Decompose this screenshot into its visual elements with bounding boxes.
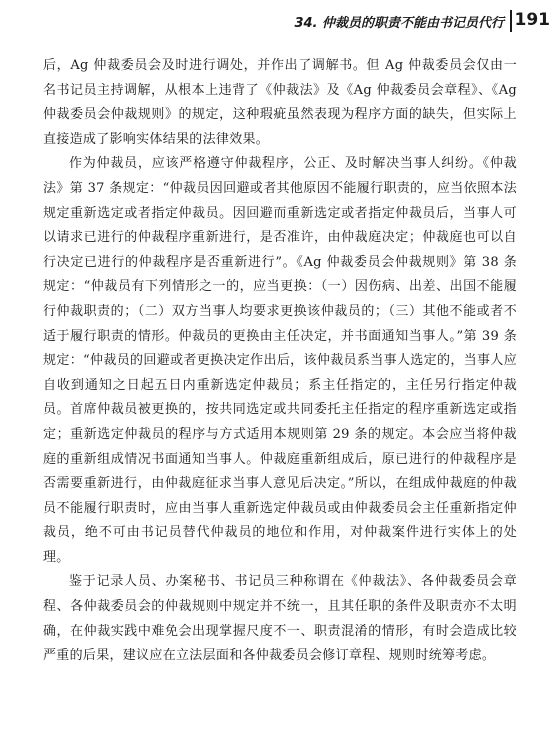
paragraph-arbitrator-duties: 作为仲裁员，应该严格遵守仲裁程序，公正、及时解决当事人纠纷。《仲裁法》第 37 条规定：“仲裁员因回避或者其他原因不能履行职责的，应当依照本法规定重新选定或者指定仲裁员。因回避而重新选定或者指定仲裁员后，当事人可以请求已进行的仲裁程序重新进行，是否准许，由仲裁庭决定；仲裁庭也可以自行决定已进行的仲裁程序是否重新进行”。《Ag 仲裁委员会仲裁规则》第 38 条规定：“仲裁员有下列情形之一的，应当更换：（一）因伤病、出差、出国不能履行仲裁职责的；（二）双方当事人均要求更换该仲裁员的；（三）其他不能或者不适于履行职责的情形。仲裁员的更换由主任决定，并书面通知当事人。”第 39 条规定：“仲裁员的回避或者更换决定作出后，该仲裁员系当事人选定的，当事人应自收到通知之日起五日内重新选定仲裁员；系主任指定的，主任另行指定仲裁员。首席仲裁员被更换的，按共同选定或共同委托主任指定的程序重新选定或指定；重新选定仲裁员的程序与方式适用本规则第 29 条的规定。本会应当将仲裁庭的重新组成情况书面通知当事人。仲裁庭重新组成后，原已进行的仲裁程序是否需要重新进行，由仲裁庭征求当事人意见后决定。”所以，在组成仲裁庭的仲裁员不能履行职责时，应由当事人重新选定仲裁员或由仲裁委员会主任重新指定仲裁员，绝不可由书记员替代仲裁员的地位和作用，对仲裁案件进行实体上的处理。 [43,156,517,565]
chapter-title: 34. 仲裁员的职责不能由书记员代行 [294,16,504,31]
paragraph-recommendation: 鉴于记录人员、办案秘书、书记员三种称谓在《仲裁法》、各仲裁委员会章程、各仲裁委员会的仲裁规则中规定并不统一，且其任职的条件及职责亦不太明确，在仲裁实践中难免会出现掌握尺度不一、职责混淆的情形，有时会造成比较严重的后果，建议应在立法层面和各仲裁委员会修订章程、规则时统筹考虑。 [43,574,517,664]
paragraph-continued: 后，Ag 仲裁委员会及时进行调处，并作出了调解书。但 Ag 仲裁委员会仅由一名书记员主持调解，从根本上违背了《仲裁法》及《Ag 仲裁委员会章程》、《Ag 仲裁委员会仲裁规则》的规定，这种瑕疵虽然表现为程序方面的缺失，但实际上直接造成了影响实体结果的法律效果。 [43,58,517,147]
running-header [0,8,558,36]
body-text [43,54,517,669]
header-divider [510,10,512,32]
page-number: 191 [514,10,550,30]
